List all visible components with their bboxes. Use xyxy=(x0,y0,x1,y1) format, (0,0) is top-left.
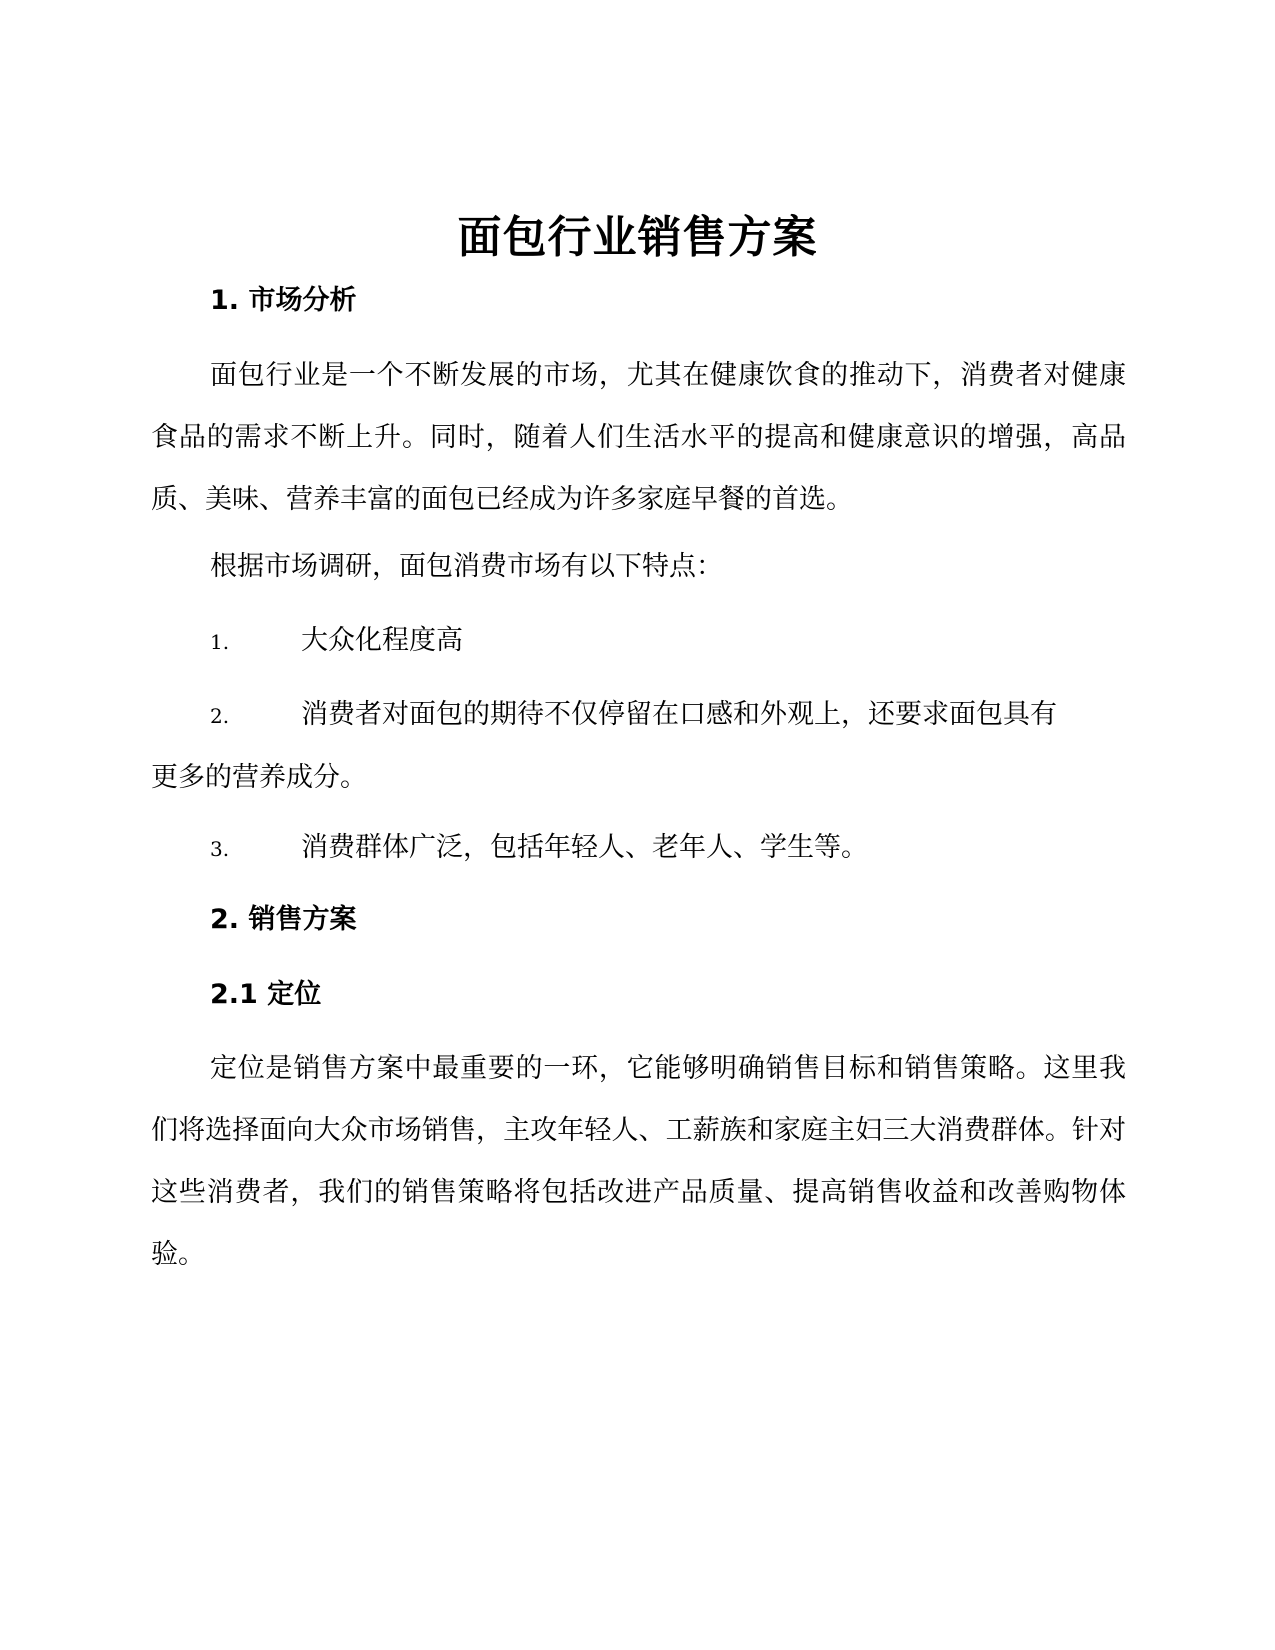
list-item-text: 大众化程度高 xyxy=(301,625,463,656)
list-item xyxy=(151,817,1126,880)
list-number: 2. xyxy=(210,704,230,728)
section-heading-sales-plan: 2. 销售方案 xyxy=(210,904,357,935)
positioning-paragraph: 定位是销售方案中最重要的一环，它能够明确销售目标和销售策略。这里我们将选择面向大众市场销售，主攻年轻人、工薪族和家庭主妇三大消费群体。针对这些消费者，我们的销售策略将包括改进产品质量、提高销售收益和改善购物体验。 xyxy=(151,1053,1126,1270)
document-title: 面包行业销售方案 xyxy=(457,212,818,263)
list-item-text: 消费者对面包的期待不仅停留在口感和外观上，还要求面包具有 xyxy=(301,699,1057,730)
list-number: 3. xyxy=(210,837,230,861)
list-number: 1. xyxy=(210,630,230,654)
market-features-intro: 根据市场调研，面包消费市场有以下特点： xyxy=(210,551,723,582)
subsection-heading-positioning: 2.1 定位 xyxy=(210,979,322,1010)
list-item xyxy=(151,684,1126,809)
market-analysis-paragraph: 面包行业是一个不断发展的市场，尤其在健康饮食的推动下，消费者对健康食品的需求不断上升。同时，随着人们生活水平的提高和健康意识的增强，高品质、美味、营养丰富的面包已经成为许多家庭早餐的首选。 xyxy=(151,360,1126,515)
list-item-text-continued: 更多的营养成分。 xyxy=(151,762,367,793)
section-heading-market-analysis: 1. 市场分析 xyxy=(210,285,357,316)
list-item-text: 消费群体广泛，包括年轻人、老年人、学生等。 xyxy=(301,832,868,863)
list-item xyxy=(151,610,1126,673)
